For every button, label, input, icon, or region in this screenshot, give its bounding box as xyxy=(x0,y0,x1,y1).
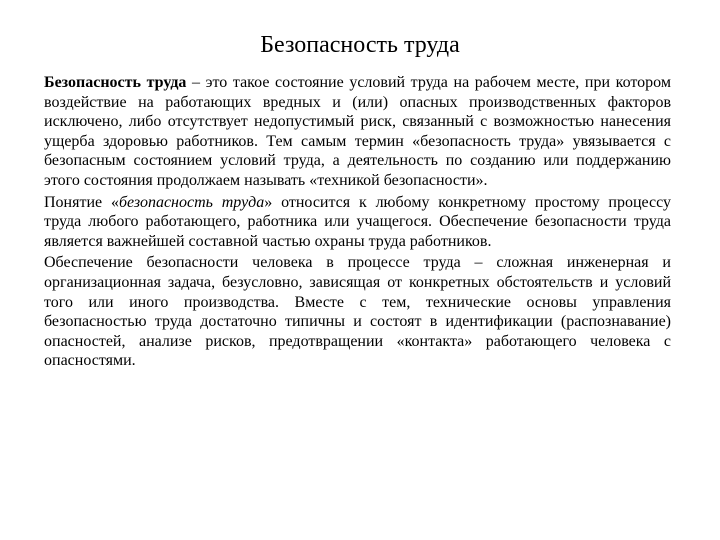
paragraph-ensuring: Обеспечение безопасности человека в процессе труда – сложная инженерная и организационная задача, безусловно, зависящая от конкретных обстоятельств и условий того или иного производства. Вместе с тем, технические основы управления безопасностью труда достаточно типичны и состоят в идентификации (распознавание) опасностей, анализе рисков, предотвращении «контакта» работающего человека с опасностями. xyxy=(44,254,671,370)
term-bold: Безопасность труда xyxy=(44,74,187,91)
paragraph-definition-text: – это такое состояние условий труда на рабочем месте, при котором воздействие на работающих вредных и (или) опасных производственных факторов исключено, либо отсутствует недопустимый риск, связанный с возможностью нанесения ущерба здоровью работников. Тем самым термин «безопасность труда» увязывается с безопасным состоянием условий труда, а деятельность по созданию или поддержанию этого состояния продолжаем называть «техникой безопасности». xyxy=(44,74,671,189)
paragraph-concept-text: » относится к любому конкретному простому процессу труда любого работающего, работника или учащегося. Обеспечение безопасности труда является важнейшей составной частью охраны труда работников. xyxy=(44,193,672,250)
paragraph-concept-lead: Понятие « xyxy=(44,193,119,211)
slide-body xyxy=(44,73,671,373)
paragraph-definition xyxy=(44,73,671,191)
term-italic: безопасность труда xyxy=(118,193,265,211)
slide-title: Безопасность труда xyxy=(260,32,460,58)
paragraph-concept xyxy=(44,193,671,252)
